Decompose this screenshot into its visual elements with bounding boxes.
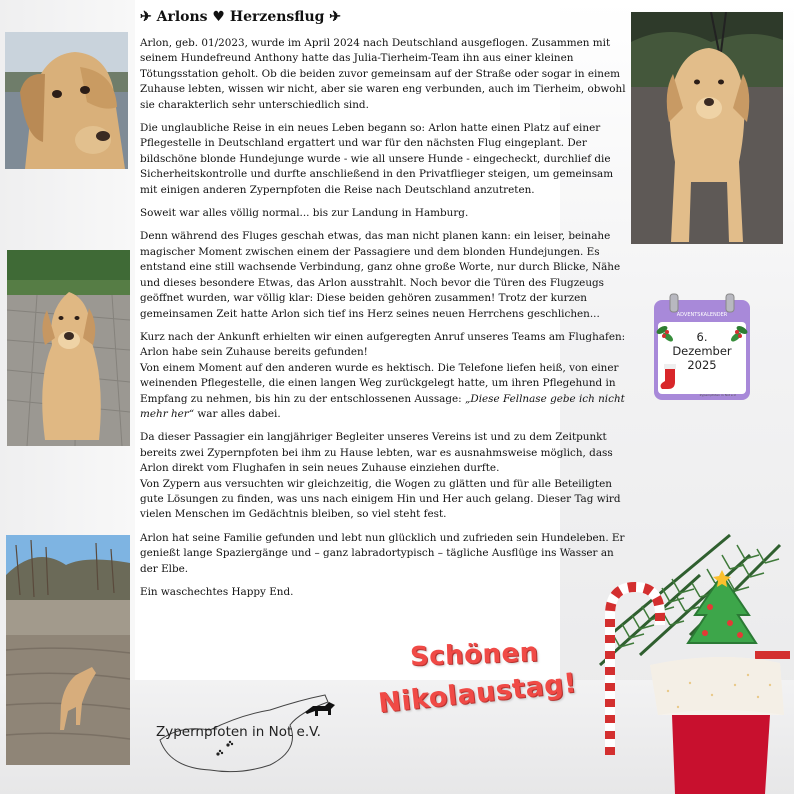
calendar-day: 6. (696, 330, 708, 344)
calendar-month: Dezember (672, 344, 732, 358)
greeting-line1: Schönen (409, 637, 540, 673)
paragraph-flight-moment: Denn während des Fluges geschah etwas, das man nicht planen kann: ein leiser, beinahe magischer Moment zwischen einem der Passagiere und dem blonden Hundejungen. Es entstand eine still wachsende Verbindung, ganz ohne große Worte, nur durch Blicke, Nähe und dieses besondere Etwas, das Arlon ausstrahlt. Noch bevor die Türen des Flugzeugs geöffnet wurden, war völlig klar: Diese beiden gehören zusammen! Trotz der kurzen gemeinsamen Zeit hatte Arlon sich tief ins Herz seines neuen Herrchens geschlichen... (140, 230, 621, 320)
cyprus-map-icon (150, 690, 350, 790)
fir-branches-icon (600, 535, 780, 665)
paragraph-happy-life: Arlon hat seine Familie gefunden und lebt nun glücklich und zufrieden sein Hundeleben. Er genießt lange Spaziergänge und – ganz labradortypisch – tägliche Ausflüge ins Wasser an der Elbe. (140, 531, 625, 575)
cyprus-solutions-text: Von Zypern aus versuchten wir gleichzeitig, die Wogen zu glätten und für alle Beteiligten gute Lösungen zu finden, was uns nach einigem Hin und Her auch gelang. Dieser Tag wird vielen Menschen im Gedächtnis bleiben, so viel steht fest. (140, 477, 621, 521)
article-title: ✈ Arlons ♥ Herzensflug ✈ (140, 9, 342, 25)
paragraph-new-home (140, 430, 627, 522)
arrival-quote: „Diese Fellnase gebe ich nicht mehr her“ (140, 392, 625, 420)
calendar-footer-text: Zypernpfoten in Not e.V. (699, 393, 737, 397)
paragraph-intro: Arlon, geb. 01/2023, wurde im April 2024 nach Deutschland ausgeflogen. Zusammen mit seinem Hundefreund Anthony hatte das Julia-Tierheim-Team ihn aus einer kleinen Tötungsstation geholt. Ob die beiden zuvor gemeinsam auf der Straße oder sogar in einem Zuhause lebten, wissen wir nicht, aber sie waren eng verbunden, auch im Tierheim, obwohl sie charakterlich sehr unterschiedlich sind. (140, 37, 626, 111)
photo-dog-beach (6, 535, 130, 765)
paragraph-happy-end: Ein waschechtes Happy End. (140, 586, 294, 598)
logo-name: Zypernpfoten in Not e.V. (156, 724, 321, 740)
article (140, 8, 627, 608)
paragraph-arrival (140, 330, 627, 422)
advent-calendar (652, 292, 752, 402)
arrival-end-text: war alles dabei. (194, 407, 281, 420)
paragraph-landing: Soweit war alles völlig normal... bis zur Landung in Hamburg. (140, 207, 469, 220)
photo-dog-sitting (7, 250, 130, 446)
paw-prints-icon (216, 741, 233, 756)
photo-dog-standing (631, 12, 783, 244)
logo (150, 690, 350, 790)
calendar-date (652, 330, 752, 372)
stocking-icon-large (650, 657, 784, 794)
arrival-call-text: Kurz nach der Ankunft erhielten wir einen aufgeregten Anruf unseres Teams am Flughafen: Arlon habe sein Zuhause bereits gefunden! (140, 330, 626, 359)
calendar-header-text: ADVENTSKALENDER (676, 312, 728, 318)
new-home-text: Da dieser Passagier ein langjähriger Begleiter unseres Vereins ist und zu dem Zeitpunkt bereits zwei Zypernpfoten bei ihm zu Hause lebten, war es ausnahmsweise möglich, dass Arlon direkt vom Flughafen in sein neues Zuhause einziehen durfte. (140, 431, 613, 475)
arrival-hectic-text: Von einem Moment auf den anderen wurde es hektisch. Die Telefone liefen heiß, von einer weinenden Pflegestelle, die einen langen Weg zurückgelegt hatte, um ihren Pflegehund in Empfang zu nehmen, bis hin zu der entschlossenen Aussage: (140, 361, 619, 405)
greeting-line2: Nikolaustag! (376, 667, 579, 720)
dog-silhouette-icon (305, 702, 335, 716)
paragraph-journey: Die unglaubliche Reise in ein neues Leben begann so: Arlon hatte einen Platz auf einer Pflegestelle in Deutschland ergattert und war für den nächsten Flug eingeplant. Der bildschöne blonde Hundejunge wurde - wie all unsere Hunde - eingecheckt, durchlief die Sicherheitskontrolle und durfte anschließend in den Privatflieger steigen, um gemeinsam mit einigen anderen Zypernpfoten die Reise nach Deutschland anzutreten. (140, 122, 614, 196)
photo-dog-boat (5, 32, 128, 169)
christmas-stocking-decoration (580, 515, 794, 794)
calendar-year: 2025 (687, 358, 717, 372)
